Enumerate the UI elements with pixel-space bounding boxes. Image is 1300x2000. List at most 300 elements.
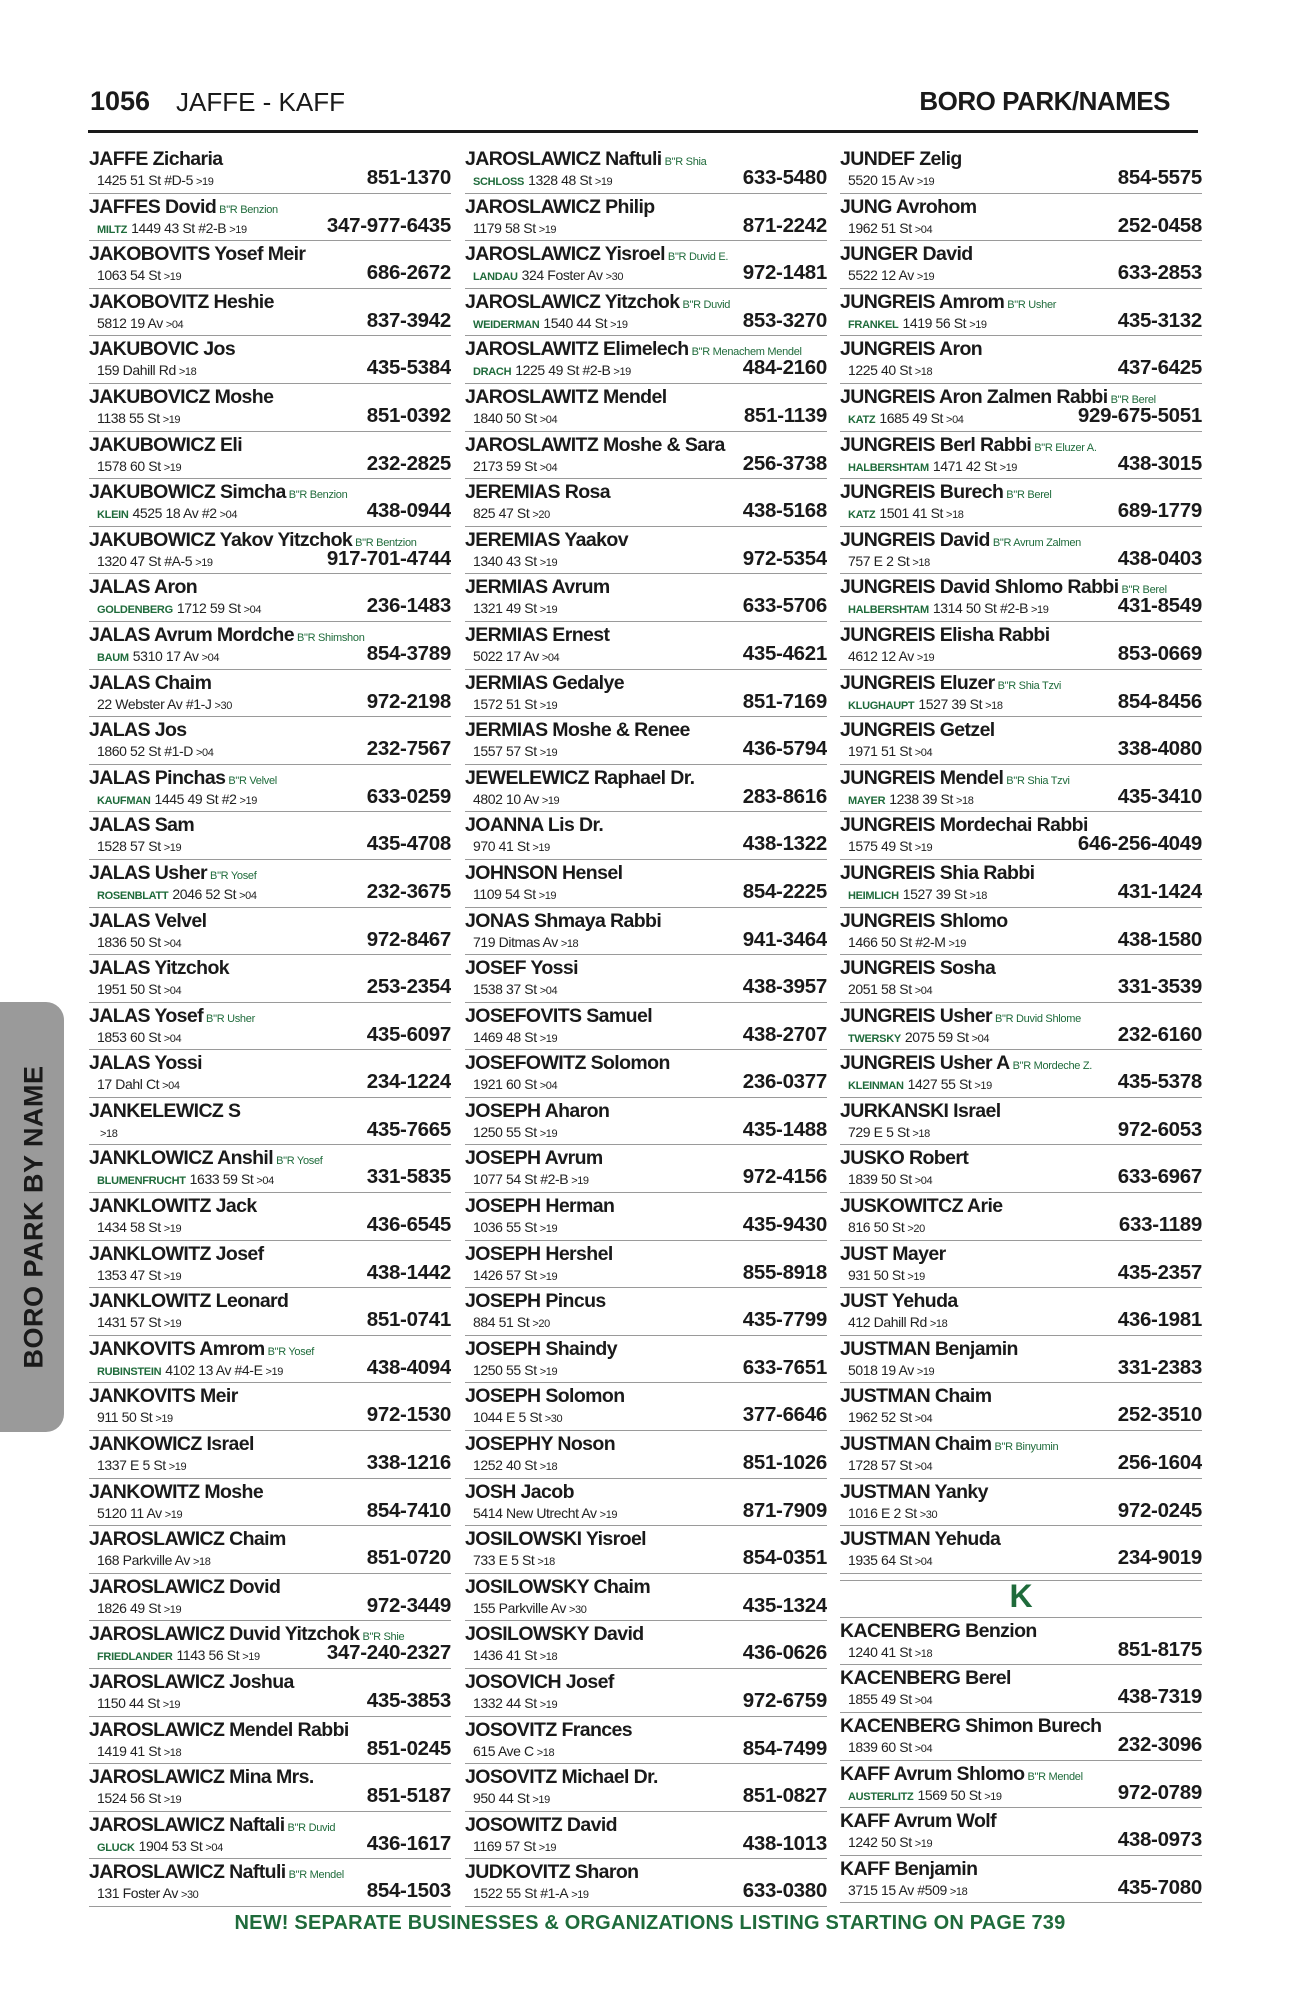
entry-name [89,1719,349,1742]
entry-zip-suffix: >18 [914,1647,933,1660]
entry-street: 816 50 St [848,1219,905,1236]
entry-address [848,1124,930,1140]
listing-entry [840,1193,1202,1241]
entry-zip-suffix: >18 [100,1127,118,1140]
entry-phone: 435-7799 [742,1308,827,1332]
entry-phone: 854-5575 [1117,166,1202,189]
listing-entry [89,622,451,670]
entry-father-name: B"R Bentzion [355,536,417,549]
entry-in-law-name: KLEINMAN [848,1080,904,1093]
entry-street: 2046 52 St [172,885,237,902]
entry-zip-suffix: >19 [539,1365,558,1378]
entry-address [848,1219,925,1235]
entry-zip-suffix: >19 [571,1175,589,1188]
entry-name-text: JUNDEF Zelig [840,148,962,170]
entry-address [848,172,934,188]
entry-in-law-name: FRANKEL [848,318,899,331]
entry-address [473,1076,557,1092]
entry-name-text: JAKOBOVITS Yosef Meir [89,243,306,266]
entry-phone: 854-2225 [742,879,827,903]
entry-address [473,696,557,712]
entry-address [473,1647,557,1663]
entry-name [465,148,706,171]
entry-zip-suffix: >18 [163,1746,182,1759]
entry-name [89,767,277,790]
entry-phone: 435-3853 [366,1689,451,1712]
listing-entry [465,812,827,860]
entry-street: 1036 55 St [473,1219,537,1236]
entry-name [89,386,273,409]
entry-zip-suffix: >04 [201,651,220,664]
entry-address [97,1743,181,1759]
entry-name [840,148,962,171]
entry-phone: 436-1617 [366,1831,451,1855]
entry-name [89,1814,335,1837]
entry-zip-suffix: >19 [195,556,213,569]
entry-phone: 851-0392 [366,403,451,427]
entry-zip-suffix: >19 [168,1461,187,1474]
entry-address [97,934,181,950]
entry-street: 1528 57 St [97,838,161,855]
entry-zip-suffix: >04 [239,889,257,902]
listing-entry [465,717,827,765]
entry-name-text: JOSILOWSKY David [465,1623,644,1646]
entry-zip-suffix: >04 [539,985,558,998]
listing-entry [840,527,1202,575]
entry-phone: 853-0669 [1117,641,1202,665]
entry-in-law-name: RUBINSTEIN [97,1365,162,1378]
entry-phone: 851-8175 [1117,1637,1202,1661]
entry-in-law-name: WEIDERMAN [473,318,540,331]
entry-zip-suffix: >19 [163,271,182,284]
entry-zip-suffix: >04 [163,1032,182,1045]
entry-name-text: JALAS Yitzchok [89,957,230,980]
entry-zip-suffix: >19 [916,271,935,284]
entry-father-name: B"R Shia [664,156,707,168]
entry-zip-suffix: >04 [914,747,933,760]
entry-zip-suffix: >18 [178,366,197,379]
entry-address [473,1790,550,1806]
entry-name-text: JUSTMAN Chaim [840,1433,992,1456]
entry-address [97,267,181,283]
entry-street: 1314 50 St #2-B [932,600,1029,617]
listing-entry [840,336,1202,384]
entry-phone: 633-5480 [742,166,827,189]
entry-name [465,1433,615,1456]
entry-street: 1150 44 St [97,1695,160,1711]
entry-address [473,267,623,283]
entry-zip-suffix: >19 [242,1651,260,1664]
entry-phone: 689-1779 [1117,499,1202,523]
listing-entry [465,860,827,908]
listing-entry [465,1336,827,1384]
entry-address [97,1838,223,1854]
listing-entry [840,479,1202,527]
entry-name-text: JUNGER David [840,243,973,266]
entry-address [473,1885,589,1901]
entry-address [848,743,932,759]
entry-zip-suffix: >18 [539,1651,558,1664]
entry-street: 1855 49 St [848,1691,912,1708]
entry-father-name: B"R Avrum Zalmen [992,536,1081,549]
entry-name [840,1433,1058,1456]
entry-street: 1169 57 St [473,1837,536,1854]
entry-name-text: JUNGREIS Shia Rabbi [840,861,1035,884]
entry-zip-suffix: >19 [914,1838,933,1851]
entry-name [465,576,610,599]
listing-entry [89,527,451,575]
listing-entry [840,1618,1202,1666]
listing-entry [465,1812,827,1860]
entry-name-text: JAFFES Dovid [89,195,217,218]
entry-street: 1179 58 St [473,219,536,236]
entry-name [465,1385,625,1408]
entry-name [840,719,995,742]
entry-name [89,910,206,933]
entry-phone: 917-701-4744 [326,546,451,570]
entry-phone: 438-1442 [366,1260,451,1284]
entry-street: 1419 41 St [97,1742,161,1759]
listing-entry [840,1526,1202,1574]
entry-in-law-name: ROSENBLATT [97,889,169,902]
entry-name [465,1290,606,1313]
entry-address [97,1600,181,1616]
entry-phone: 435-6097 [366,1022,451,1046]
entry-name [840,862,1034,885]
entry-father-name: B"R Shimshon [296,631,365,644]
entry-name-text: JUNGREIS Usher A [840,1052,1010,1075]
entry-name-text: KAFF Avrum Wolf [840,1810,997,1833]
entry-phone: 972-1481 [742,261,827,285]
entry-zip-suffix: >19 [195,176,214,188]
entry-in-law-name: DRACH [473,366,512,379]
entry-zip-suffix: >19 [538,223,557,236]
listing-entry [465,336,827,384]
entry-name [89,481,347,504]
entry-street: 1466 50 St #2-M [848,933,946,950]
entry-zip-suffix: >04 [914,1175,933,1188]
entry-address [473,220,556,236]
entry-name-text: JUNGREIS Usher [840,1004,992,1027]
entry-address [97,1171,274,1187]
entry-zip-suffix: >19 [162,413,181,426]
listing-entry [89,479,451,527]
listing-entry [89,241,451,289]
entry-phone: 646-256-4049 [1077,832,1202,856]
entry-name [840,1243,946,1266]
entry-name [840,1290,958,1313]
entry-zip-suffix: >19 [229,223,247,236]
listing-entry [840,670,1202,718]
entry-address [97,1219,181,1235]
entry-name-text: JERMIAS Moshe & Renee [465,719,690,742]
entry-address [848,1362,934,1378]
entry-address [848,1029,989,1045]
entry-name [89,1243,264,1266]
entry-street: 1250 55 St [473,1123,537,1140]
entry-street: 1557 57 St [473,743,537,760]
entry-zip-suffix: >04 [243,604,262,617]
entry-phone: 431-8549 [1117,594,1202,618]
entry-street: 1962 52 St [848,1409,912,1426]
entry-zip-suffix: >19 [541,794,560,807]
entry-phone: 633-0259 [366,784,451,808]
entry-zip-suffix: >20 [907,1223,925,1236]
listing-entry [89,1003,451,1051]
entry-name-text: JAROSLAWICZ Yisroel [465,243,665,266]
entry-address [473,1409,562,1425]
entry-zip-suffix: >30 [568,1603,587,1616]
entry-street: 1109 54 St [473,885,536,902]
entry-phone: 438-0944 [366,499,451,523]
entry-zip-suffix: >19 [162,1699,181,1711]
entry-zip-suffix: >19 [539,1223,558,1236]
page-name-range: JAFFE - KAFF [176,87,345,117]
entry-zip-suffix: >19 [539,747,558,760]
footer-notice: NEW! SEPARATE BUSINESSES & ORGANIZATIONS LISTING STARTING ON PAGE 739 [234,1912,1066,1934]
entry-phone: 232-2825 [366,451,451,475]
listing-entry [89,1859,451,1907]
entry-name-text: JAKUBOWICZ Yakov Yitzchok [89,528,353,551]
listing-entry [89,1764,451,1812]
entry-zip-suffix: >19 [155,1413,173,1426]
entry-zip-suffix: >19 [539,1032,558,1045]
listing-entry [465,1479,827,1527]
entry-address [848,1691,932,1707]
entry-street: 1426 57 St [473,1266,537,1283]
entry-street: 1138 55 St [97,409,160,426]
entry-address [848,600,1048,616]
entry-zip-suffix: >19 [613,366,631,379]
entry-address [97,743,213,759]
entry-phone: 347-977-6435 [326,213,451,237]
entry-name-text: JAROSLAWITZ Moshe & Sara [465,433,725,456]
entry-name [840,1763,1083,1786]
entry-address [473,1695,557,1711]
listing-entry [89,765,451,813]
entry-name-text: JUNGREIS Mordechai Rabbi [840,814,1088,837]
entry-name [465,1528,646,1551]
entry-phone: 234-9019 [1117,1546,1202,1570]
entry-zip-suffix: >19 [239,794,257,807]
entry-phone: 436-5794 [742,737,827,761]
listing-entry [89,1383,451,1431]
entry-name-text: JOHNSON Hensel [465,861,623,884]
entry-in-law-name: BLUMENFRUCHT [97,1175,186,1188]
entry-phone: 234-1224 [366,1070,451,1094]
entry-in-law-name: KATZ [848,413,876,426]
entry-address [473,981,557,997]
entry-father-name: B"R Eluzer A. [1034,441,1097,454]
entry-name-text: JERMIAS Avrum [465,576,610,599]
entry-name [465,1481,574,1504]
listing-entry [840,1856,1202,1904]
entry-address [97,458,181,474]
entry-street: 1840 50 St [473,409,537,426]
entry-zip-suffix: >18 [955,794,974,807]
entry-name [840,291,1056,314]
entry-phone: 633-1189 [1118,1213,1202,1237]
listing-entry [89,1717,451,1765]
listing-column-2 [465,146,827,1907]
entry-name-text: JUNGREIS Berl Rabbi [840,433,1032,456]
entry-street: 1471 42 St [932,457,997,474]
entry-name [840,1528,1000,1551]
entry-address [97,1647,260,1663]
entry-address [97,1267,181,1283]
entry-address [473,1171,589,1187]
entry-name [465,957,578,980]
entry-phone: 252-0458 [1117,213,1202,237]
entry-address [848,838,932,854]
entry-name-text: JUST Yehuda [840,1290,958,1313]
entry-name-text: JURKANSKI Israel [840,1099,1001,1122]
entry-address [848,505,964,521]
entry-name-text: JAROSLAWICZ Naftuli [465,148,662,170]
entry-zip-suffix: >30 [180,1889,199,1902]
entry-zip-suffix: >19 [1031,604,1049,617]
entry-name [465,1861,639,1884]
entry-zip-suffix: >18 [560,937,579,950]
entry-name-text: KACENBERG Benzion [840,1619,1037,1642]
listing-entry [465,289,827,337]
entry-phone: 331-2383 [1117,1355,1202,1379]
listing-entry [465,1526,827,1574]
entry-zip-suffix: >18 [912,556,930,569]
entry-address [473,1743,554,1759]
entry-address [848,1267,925,1283]
entry-name [89,1576,280,1599]
entry-street: 5414 New Utrecht Av [473,1504,597,1521]
entry-name-text: JANKOWICZ Israel [89,1433,254,1456]
entry-zip-suffix: >19 [163,1603,182,1616]
entry-street: 1853 60 St [97,1028,161,1045]
entry-address [473,1457,557,1473]
entry-address [473,1362,557,1378]
entry-name [89,862,257,885]
entry-street: 1063 54 St [97,267,161,284]
entry-phone: 972-2198 [366,689,451,713]
entry-phone: 686-2672 [366,261,451,285]
listing-entry [89,1288,451,1336]
entry-zip-suffix: >04 [914,1556,933,1569]
entry-in-law-name: KLUGHAUPT [848,699,915,712]
entry-name [840,529,1081,552]
listing-entry [89,432,451,480]
listing-entry [465,1574,827,1622]
listing-entry [89,1193,451,1241]
entry-name [840,1715,1101,1738]
entry-street: 1540 44 St [543,314,608,331]
entry-phone: 633-5706 [742,594,827,618]
entry-street: 729 E 5 St [848,1123,910,1140]
entry-street: 1839 50 St [848,1171,912,1188]
listing-entry [465,1288,827,1336]
listing-entry [465,1621,827,1669]
entry-street: 17 Dahl Ct [97,1076,160,1093]
entry-street: 1685 49 St [879,409,944,426]
entry-zip-suffix: >04 [914,1743,933,1755]
entry-street: 1921 60 St [473,1076,537,1093]
entry-name-text: JOSOVICH Josef [465,1671,614,1693]
listing-entry [465,1050,827,1098]
entry-zip-suffix: >18 [914,366,933,379]
entry-phone: 438-7319 [1117,1685,1202,1709]
entry-phone: 941-3464 [742,927,827,951]
entry-address [473,1552,555,1568]
entry-phone: 338-4080 [1117,737,1202,761]
listing-entry [465,479,827,527]
listing-entry [465,1003,827,1051]
entry-name-text: JOSOWITZ David [465,1813,617,1836]
entry-in-law-name: FRIEDLANDER [97,1651,173,1664]
entry-name-text: JOSEPH Solomon [465,1385,625,1408]
entry-zip-suffix: >19 [163,461,182,474]
listing-entry [465,527,827,575]
entry-address [97,1124,117,1140]
entry-street: 324 Foster Av [521,267,603,284]
entry-name [89,1195,257,1218]
entry-father-name: B"R Usher [1007,298,1057,311]
entry-street: 615 Ave C [473,1742,534,1759]
entry-address [848,1834,932,1850]
entry-address [848,267,934,283]
entry-name-text: JAROSLAWICZ Naftuli [89,1861,286,1884]
entry-address [473,1838,556,1854]
entry-address [473,648,559,664]
entry-phone: 972-5354 [742,546,827,570]
listing-entry [89,1098,451,1146]
entry-zip-suffix: >20 [532,509,550,522]
listing-entry [840,765,1202,813]
entry-name [465,434,725,457]
entry-street: 5812 19 Av [97,314,163,331]
entry-zip-suffix: >30 [544,1413,563,1426]
entry-name-text: JANKLOWITZ Josef [89,1242,264,1265]
entry-phone: 972-0789 [1117,1780,1202,1804]
listing-entry [89,1669,451,1717]
entry-zip-suffix: >04 [219,509,238,522]
entry-street: 1449 43 St #2-B [131,219,227,236]
entry-name-text: JANKOVITS Meir [89,1385,238,1408]
listing-entry [840,432,1202,480]
entry-phone: 851-7169 [742,689,827,713]
entry-zip-suffix: >04 [914,1461,933,1474]
entry-zip-suffix: >30 [605,271,624,284]
listing-entry [840,812,1202,860]
listing-entry [840,241,1202,289]
entry-address [97,1885,198,1901]
entry-name [840,1481,988,1504]
entry-street: 1337 E 5 St [97,1457,166,1474]
entry-address [97,791,257,807]
entry-name-text: JEWELEWICZ Raphael Dr. [465,766,695,789]
listing-entry [89,717,451,765]
entry-zip-suffix: >19 [916,176,935,188]
entry-in-law-name: KAUFMAN [97,794,151,807]
entry-phone: 435-5384 [366,356,451,380]
entry-phone: 377-6646 [742,1403,827,1427]
entry-phone: 435-1324 [742,1593,827,1617]
entry-name [465,1576,650,1599]
entry-name-text: KACENBERG Shimon Burech [840,1715,1102,1737]
entry-zip-suffix: >04 [914,1695,933,1708]
entry-address [97,553,213,569]
listing-entry [465,955,827,1003]
entry-name-text: JEREMIAS Rosa [465,481,610,504]
entry-address [848,458,1017,474]
entry-father-name: B"R Usher [206,1012,255,1025]
